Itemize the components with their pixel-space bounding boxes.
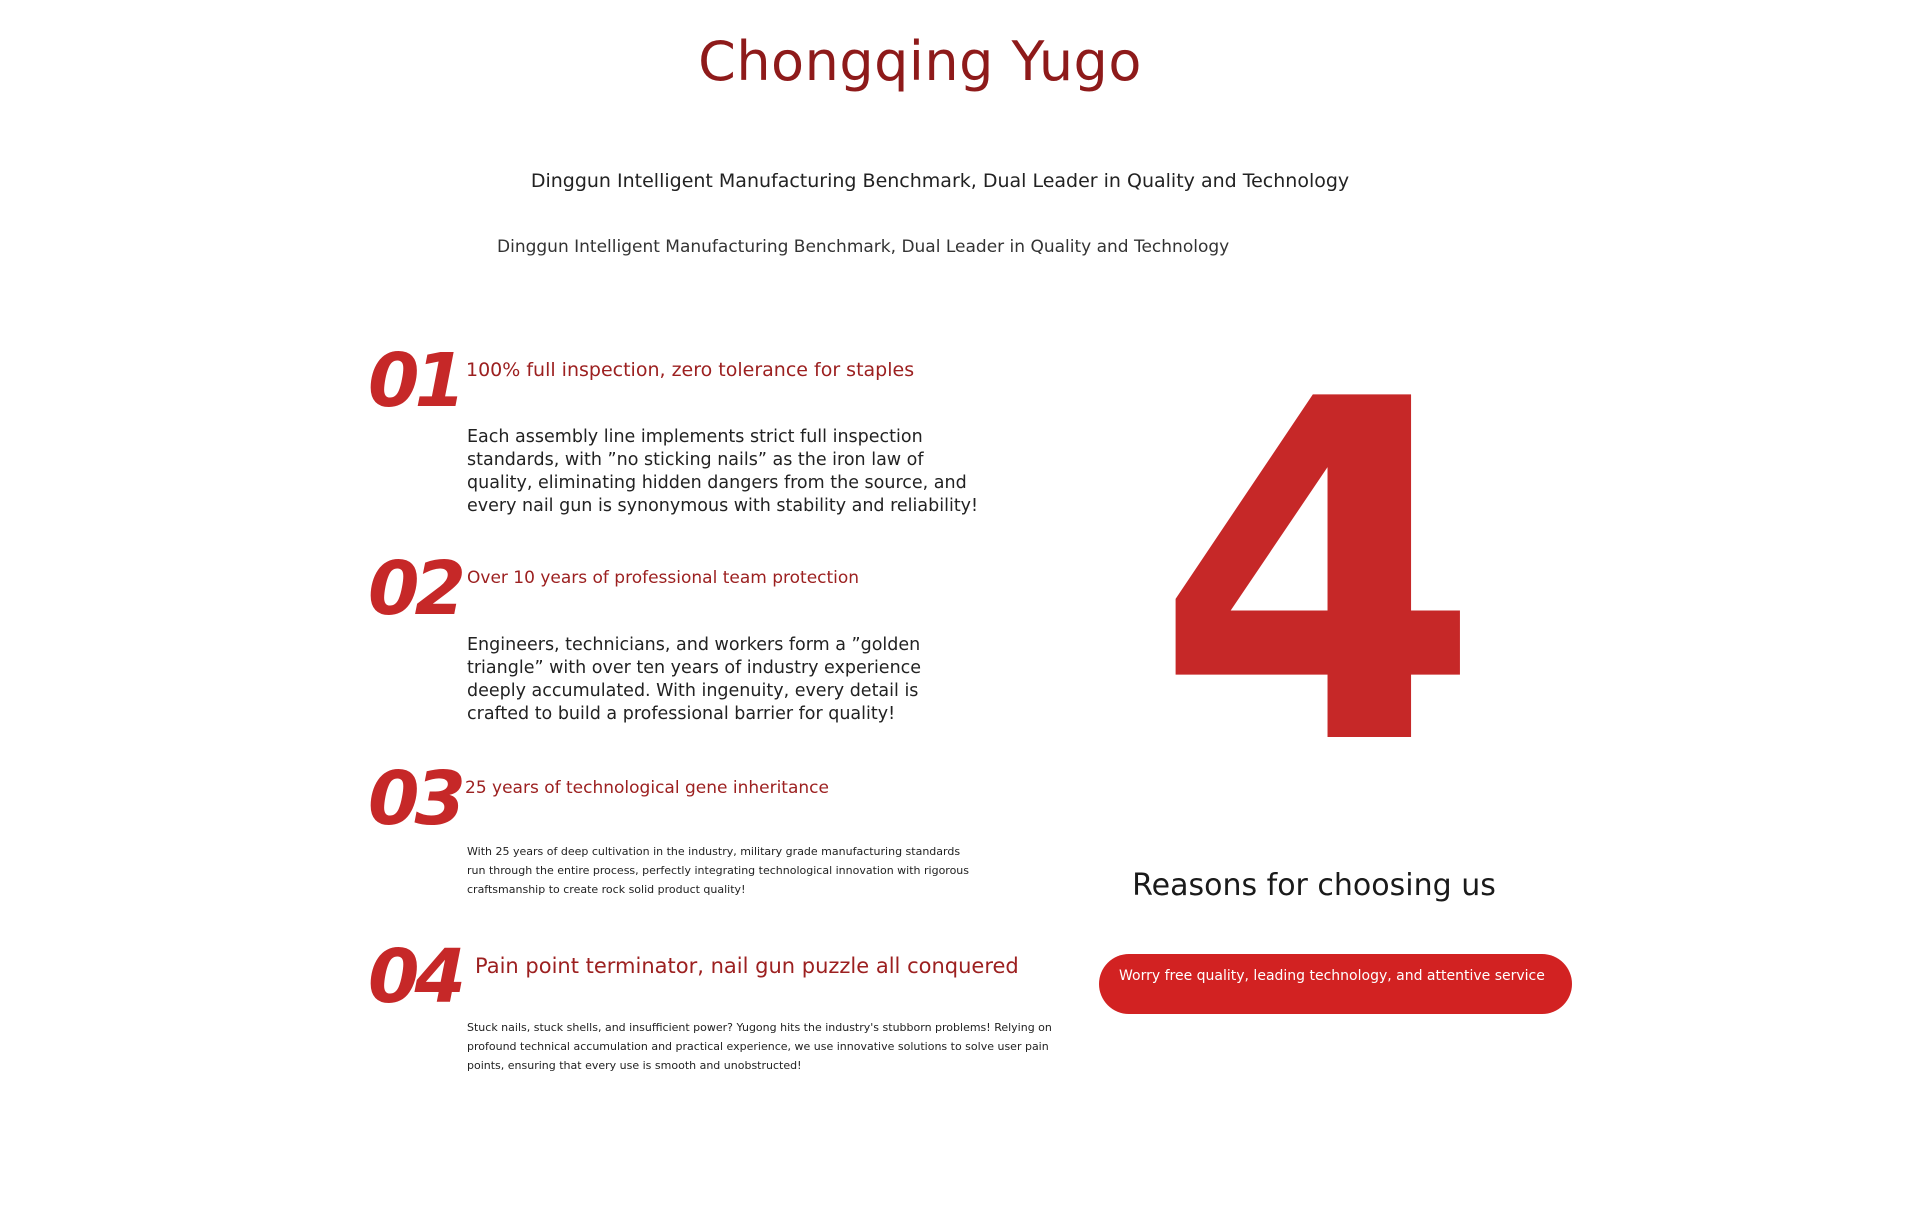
reason-number: 02 [368, 546, 461, 632]
page-subtitle-secondary: Dinggun Intelligent Manufacturing Benchmark, Dual Leader in Quality and Technology [497, 237, 1230, 257]
reason-title: Over 10 years of professional team protection [467, 568, 860, 588]
reason-description: Stuck nails, stuck shells, and insufficient power? Yugong hits the industry's stubborn problems! Relying on profound technical accumulation and practical experience, we use innovative solutions to solve user pain points, ensuring that every use is smooth and unobstructed! [467, 1021, 1052, 1072]
service-pill-label: Worry free quality, leading technology, and attentive service [1119, 968, 1545, 984]
reason-number: 04 [368, 934, 461, 1020]
page-title: Chongqing Yugo [698, 30, 1142, 93]
reason-number: 01 [368, 338, 461, 424]
reason-description: Each assembly line implements strict full inspection standards, with ”no sticking nails” as the iron law of quality, eliminating hidden dangers from the source, and every nail gun is synonymous with stability and reliability! [467, 427, 979, 516]
page-subtitle: Dinggun Intelligent Manufacturing Benchmark, Dual Leader in Quality and Technology [530, 170, 1350, 192]
reasons-heading: Reasons for choosing us [1132, 868, 1496, 903]
reason-description: With 25 years of deep cultivation in the industry, military grade manufacturing standards run through the entire process, perfectly integrating technological innovation with rigorous craftsmanship to create rock solid product quality! [467, 845, 970, 896]
service-pill-button[interactable] [1099, 954, 1572, 1014]
reason-title: 100% full inspection, zero tolerance for staples [466, 359, 915, 381]
reason-title: 25 years of technological gene inheritance [465, 778, 829, 798]
reason-number: 03 [368, 756, 461, 842]
reason-description: Engineers, technicians, and workers form a ”golden triangle” with over ten years of industry experience deeply accumulated. With ingenuity, every detail is crafted to build a professional barrier for quality! [467, 635, 922, 724]
big-four-number: 4 [1154, 301, 1482, 848]
reason-title: Pain point terminator, nail gun puzzle all conquered [475, 954, 1019, 978]
